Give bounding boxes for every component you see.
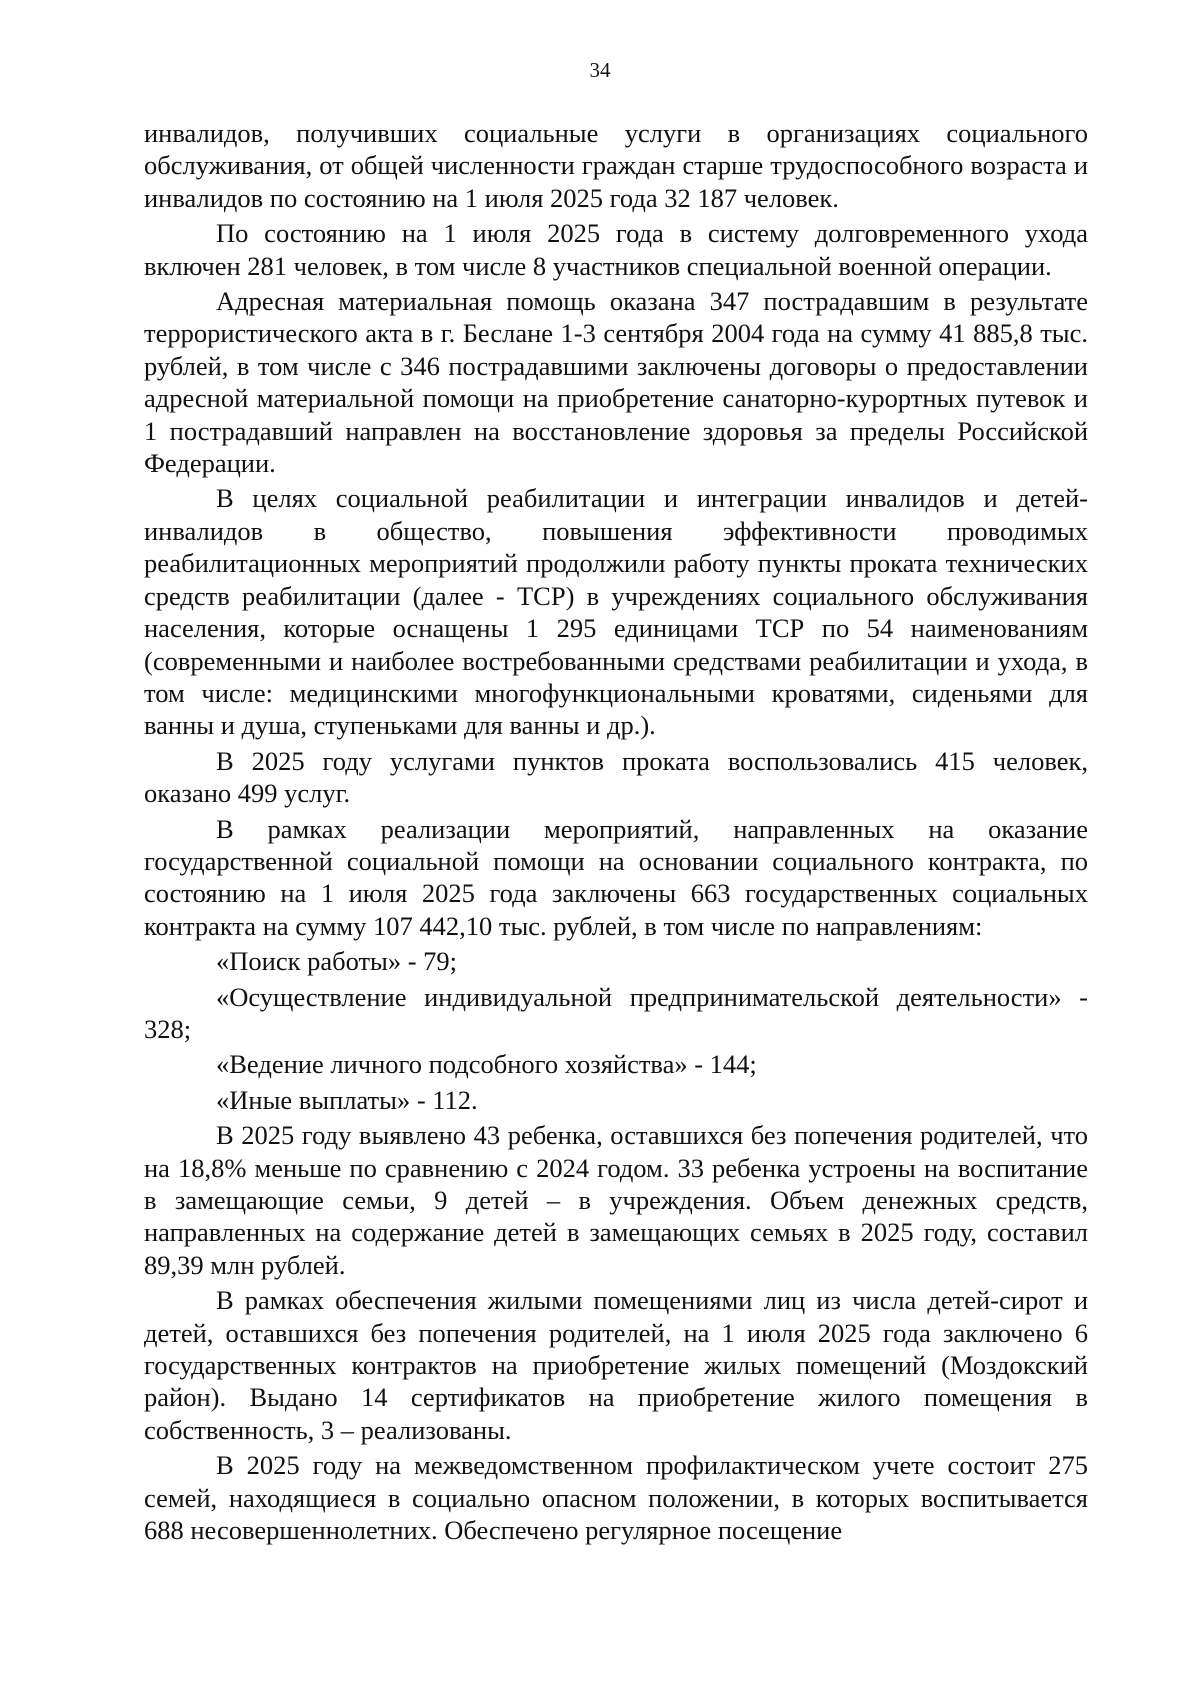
list-item-entrepreneurship: «Осуществление индивидуальной предпринимательской деятельности» - 328; <box>144 981 1088 1044</box>
list-item-household: «Ведение личного подсобного хозяйства» - 144; <box>216 1049 757 1080</box>
paragraph-long-term-care: По состоянию на 1 июля 2025 года в систему долговременного ухода включен 281 человек, в том числе 8 участников специальной военной операции. <box>144 218 1088 281</box>
paragraph-rehabilitation: В целях социальной реабилитации и интеграции инвалидов и детей-инвалидов в общество, повышения эффективности проводимых реабилитационных мероприятий продолжили работу пункты проката технических средств реабилитации (далее - ТСР) в учреждениях социального обслуживания населения, которые оснащены 1 295 единицами ТСР по 54 наименованиям (современными и наиболее востребованными средствами реабилитации и ухода, в том числе: медицинскими многофункциональными кроватями, сиденьями для ванны и душа, ступеньками для ванны и др.). <box>144 483 1088 741</box>
paragraph-continuation: инвалидов, получивших социальные услуги в организациях социального обслуживания, от общей численности граждан старше трудоспособного возраста и инвалидов по состоянию на 1 июля 2025 года 32 187 человек. <box>144 118 1088 213</box>
document-body <box>144 117 1088 1549</box>
paragraph-social-contract: В рамках реализации мероприятий, направленных на оказание государственной социальной помощи на основании социального контракта, по состоянию на 1 июля 2025 года заключены 663 государственных социальных контракта на сумму 107 442,10 тыс. рублей, в том числе по направлениям: <box>144 813 1088 941</box>
list-item-job-search: «Поиск работы» - 79; <box>216 946 458 977</box>
paragraph-housing: В рамках обеспечения жилыми помещениями лиц из числа детей-сирот и детей, оставшихся без попечения родителей, на 1 июля 2025 года заключено 6 государственных контрактов на приобретение жилых помещений (Моздокский район). Выдано 14 сертификатов на приобретение жилого помещения в собственность, 3 – реализованы. <box>144 1285 1088 1445</box>
paragraph-beslan-aid: Адресная материальная помощь оказана 347 пострадавшим в результате террористического акта в г. Беслане 1-3 сентября 2004 года на сумму 41 885,8 тыс. рублей, в том числе с 346 пострадавшими заключены договоры о предоставлении адресной материальной помощи на приобретение санаторно-курортных путевок и 1 пострадавший направлен на восстановление здоровья за пределы Российской Федерации. <box>144 286 1088 479</box>
page-number: 34 <box>589 58 611 82</box>
list-item-other-payments: «Иные выплаты» - 112. <box>216 1084 478 1115</box>
paragraph-prevention: В 2025 году на межведомственном профилактическом учете состоит 275 семей, находящиеся в социально опасном положении, в которых воспитывается 688 несовершеннолетних. Обеспечено регулярное посещение <box>144 1450 1088 1546</box>
paragraph-orphans: В 2025 году выявлено 43 ребенка, оставшихся без попечения родителей, что на 18,8% меньше по сравнению с 2024 годом. 33 ребенка устроены на воспитание в замещающие семьи, 9 детей – в учреждения. Объем денежных средств, направленных на содержание детей в замещающих семьях в 2025 году, составил 89,39 млн рублей. <box>144 1120 1088 1280</box>
paragraph-rental-points: В 2025 году услугами пунктов проката воспользовались 415 человек, оказано 499 услуг. <box>144 745 1088 809</box>
